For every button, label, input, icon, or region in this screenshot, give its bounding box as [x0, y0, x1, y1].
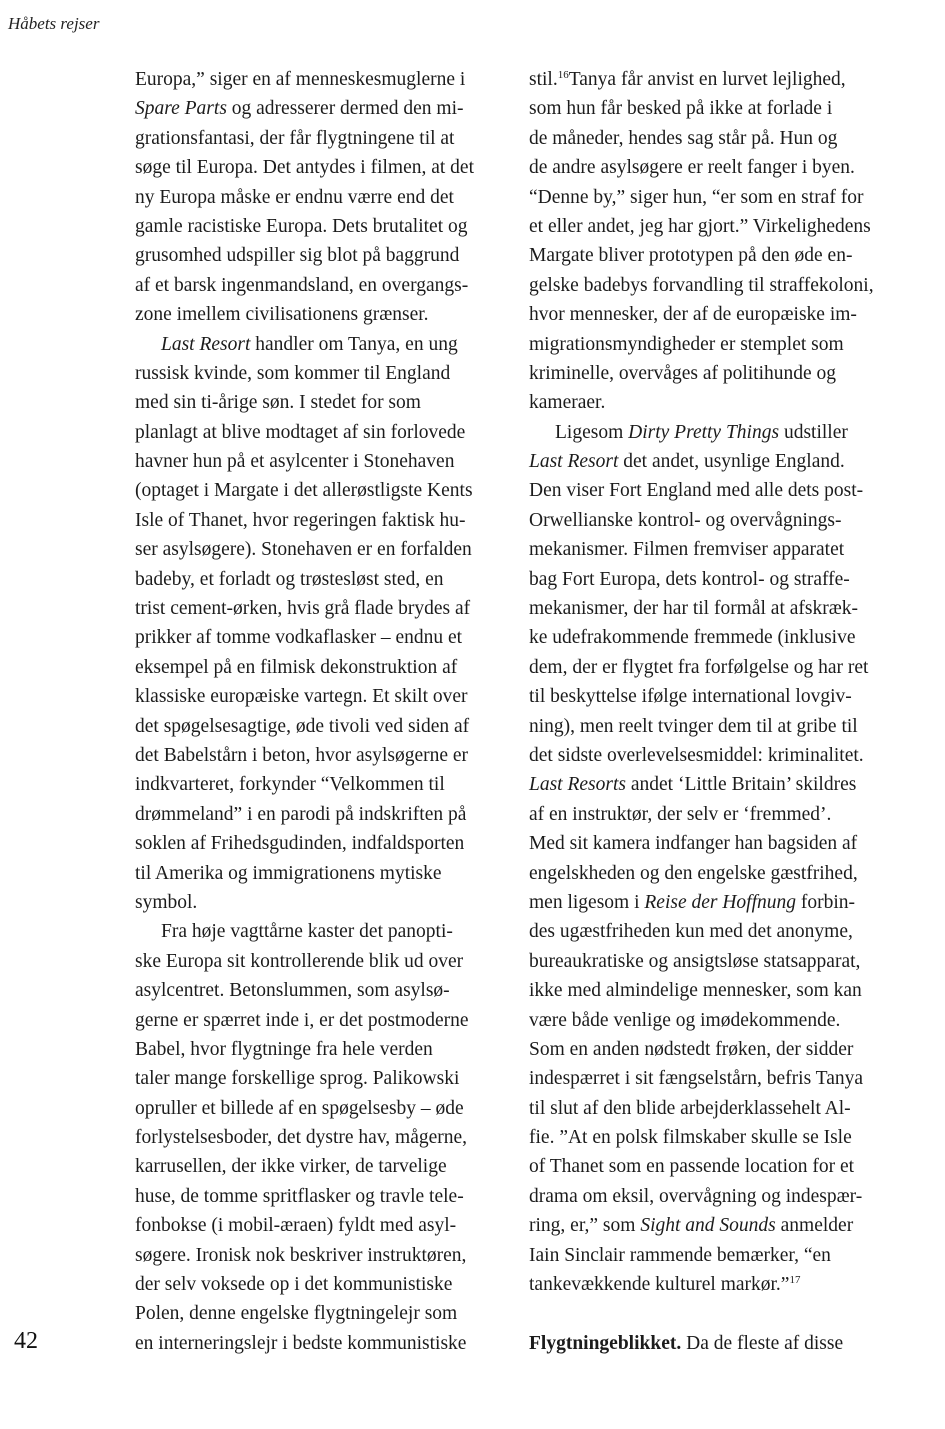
footnote-ref: 16: [557, 69, 569, 81]
text-line: søgere. Ironisk nok beskriver instruktøren,: [135, 1244, 467, 1266]
text-line: Ligesom Dirty Pretty Things udstiller: [555, 421, 848, 443]
text-line: kameraer.: [529, 392, 606, 414]
text-line: forlystelsesboder, det dystre hav, mågerne,: [135, 1127, 468, 1149]
text-line: der selv voksede op i det kommunistiske: [135, 1274, 453, 1296]
film-title: Reise der Hoffnung: [644, 891, 797, 913]
text-line: trist cement-ørken, hvis grå flade brydes af: [135, 598, 471, 620]
text-line: of Thanet som en passende location for et: [529, 1156, 855, 1178]
text-line: drømmeland” i en parodi på indskriften på: [135, 803, 467, 825]
text-line: karrusellen, der ikke virker, de tarvelige: [135, 1156, 447, 1178]
text-line: til beskyttelse ifølge international lovgiv-: [529, 686, 852, 708]
text-line: indkvarteret, forkynder “Velkommen til: [135, 774, 445, 796]
text-line: være både venlige og imødekommende.: [529, 1009, 841, 1031]
text-line: Europa,” siger en af menneskesmuglerne i: [135, 69, 466, 90]
text-line: gelske badebys forvandling til straffekoloni,: [529, 274, 874, 296]
text-line: drama om eksil, overvågning og indespær-: [529, 1185, 863, 1207]
text-line: asylcentret. Betonslummen, som asylsø-: [135, 980, 450, 1002]
text-line: taler mange forskellige sprog. Palikowski: [135, 1068, 460, 1090]
text-line: bureaukratiske og ansigtsløse statsapparat,: [529, 950, 861, 972]
text-line: Polen, denne engelske flygtningelejr som: [135, 1303, 458, 1325]
text-line: engelskheden og den engelske gæstfrihed,: [529, 862, 858, 884]
text-line: des ugæstfriheden kun med det anonyme,: [529, 921, 853, 943]
text-line: planlagt at blive modtaget af sin forlovede: [135, 421, 466, 443]
text-line: af et barsk ingenmandsland, en overgangs-: [135, 274, 469, 296]
right-column: [529, 65, 901, 1358]
text-line: hvor mennesker, der af de europæiske im-: [529, 304, 857, 326]
text-line: ring, er,” som Sight and Sounds anmelder: [529, 1215, 854, 1237]
text-line: det Babelstårn i beton, hvor asylsøgerne er: [135, 744, 469, 766]
text-line: ser asylsøgere). Stonehaven er en forfalden: [135, 539, 472, 561]
text-line: men ligesom i Reise der Hoffnung forbin-: [529, 891, 856, 913]
text-line: gerne er spærret inde i, er det postmoderne: [135, 1009, 469, 1031]
text-line: af en instruktør, der selv er ‘fremmed’.: [529, 803, 832, 825]
text-line: ning), men reelt tvinger dem til at gribe til: [529, 715, 858, 737]
text-line: fonbokse (i mobil-æraen) fyldt med asyl-: [135, 1215, 457, 1237]
text-line: eksempel på en filmisk dekonstruktion af: [135, 656, 458, 678]
film-title: Last Resort: [529, 451, 619, 473]
text-line: Den viser Fort England med alle dets post-: [529, 480, 864, 502]
text-line: det sidste overlevelsesmiddel: kriminalitet.: [529, 744, 864, 766]
text-line: Last Resorts andet ‘Little Britain’ skildres: [529, 774, 857, 796]
text-line: som hun får besked på ikke at forlade i: [529, 98, 833, 120]
running-head: Håbets rejser: [8, 14, 100, 33]
text-line: grationsfantasi, der får flygtningene til at: [135, 127, 455, 149]
text-line: huse, de tomme spritflasker og travle tele-: [135, 1185, 464, 1207]
text-line: badeby, et forladt og trøstesløst sted, en: [135, 568, 444, 590]
text-line: til Amerika og immigrationens mytiske: [135, 862, 442, 884]
text-line: søge til Europa. Det antydes i filmen, at det: [135, 157, 474, 179]
text-line: mekanismer, der har til formål at afskræk-: [529, 598, 858, 620]
text-line: mekanismer. Filmen fremviser apparatet: [529, 539, 845, 561]
text-line: de andre asylsøgere er reelt fanger i byen.: [529, 157, 855, 179]
section-spacer: [529, 1299, 901, 1328]
text-line: tankevækkende kulturel markør.”$^{17}$: [529, 1274, 801, 1296]
text-line: Iain Sinclair rammende bemærker, “en: [529, 1244, 831, 1266]
text-line: prikker af tomme vodkaflasker – endnu et: [135, 627, 463, 649]
text-line: fie. ”At en polsk filmskaber skulle se Isle: [529, 1127, 852, 1149]
text-line: grusomhed udspiller sig blot på baggrund: [135, 245, 460, 267]
text-line: dem, der er flygtet fra forfølgelse og har ret: [529, 656, 869, 678]
text-line: gamle racistiske Europa. Dets brutalitet og: [135, 215, 468, 237]
text-line: kriminelle, overvåges af politihunde og: [529, 362, 837, 384]
section-heading-line: Flygtningeblikket. Da de fleste af disse: [529, 1332, 844, 1354]
text-line: Last Resort handler om Tanya, en ung: [161, 333, 458, 355]
text-line: de måneder, hendes sag står på. Hun og: [529, 127, 838, 149]
text-line: opruller et billede af en spøgelsesby – øde: [135, 1097, 464, 1119]
text-line: havner hun på et asylcenter i Stonehaven: [135, 451, 455, 473]
section-heading: Flygtningeblikket.: [529, 1332, 682, 1354]
text-line: ke udefrakommende fremmede (inklusive: [529, 627, 856, 649]
page-number: 42: [14, 1328, 38, 1354]
publication-title: Sight and Sounds: [640, 1215, 776, 1237]
footnote-ref: 17: [789, 1274, 801, 1287]
text-line: en interneringslejr i bedste kommunistiske: [135, 1332, 467, 1354]
text-line: et eller andet, jeg har gjort.” Virkelighedens: [529, 215, 871, 237]
text-line: det spøgelsesagtige, øde tivoli ved siden af: [135, 715, 470, 737]
text-line: migrationsmyndigheder er stemplet som: [529, 333, 844, 355]
text-line: indespærret i sit fængselstårn, befris Tanya: [529, 1068, 864, 1090]
text-line: med sin ti-årige søn. I stedet for som: [135, 392, 421, 414]
text-line: klassiske europæiske vartegn. Et skilt over: [135, 686, 468, 708]
text-line: bag Fort Europa, dets kontrol- og straffe-: [529, 568, 850, 590]
text-line: ske Europa sit kontrollerende blik ud over: [135, 950, 464, 972]
film-title: Spare Parts: [135, 98, 227, 120]
text-line: russisk kvinde, som kommer til England: [135, 362, 451, 384]
text-line: Som en anden nødstedt frøken, der sidder: [529, 1038, 854, 1060]
text-line: ny Europa måske er endnu værre end det: [135, 186, 454, 208]
text-line: Spare Parts og adresserer dermed den mi-: [135, 98, 464, 120]
text-line: Isle of Thanet, hvor regeringen faktisk hu-: [135, 509, 466, 531]
text-line: Fra høje vagttårne kaster det panopti-: [161, 921, 453, 943]
text-line: Last Resort det andet, usynlige England.: [529, 451, 845, 473]
text-line: stil.$^{16}$Tanya får anvist en lurvet lejlighed,: [529, 69, 846, 90]
text-line: zone imellem civilisationens grænser.: [135, 304, 429, 326]
text-line: (optaget i Margate i det allerøstligste Kents: [135, 480, 473, 502]
left-column: [135, 65, 507, 1358]
text-line: til slut af den blide arbejderklassehelt Al-: [529, 1097, 851, 1119]
text-line: soklen af Frihedsgudinden, indfaldsporten: [135, 833, 465, 855]
text-line: Margate bliver prototypen på den øde en-: [529, 245, 853, 267]
text-line: “Denne by,” siger hun, “er som en straf for: [529, 186, 864, 208]
film-title: Last Resorts: [529, 774, 626, 796]
text-line: ikke med almindelige mennesker, som kan: [529, 980, 862, 1002]
film-title: Last Resort: [161, 333, 251, 355]
text-line: symbol.: [135, 891, 198, 913]
film-title: Dirty Pretty Things: [628, 421, 780, 443]
text-line: Babel, hvor flygtninge fra hele verden: [135, 1038, 433, 1060]
text-line: Med sit kamera indfanger han bagsiden af: [529, 833, 858, 855]
text-line: Orwellianske kontrol- og overvågnings-: [529, 509, 842, 531]
